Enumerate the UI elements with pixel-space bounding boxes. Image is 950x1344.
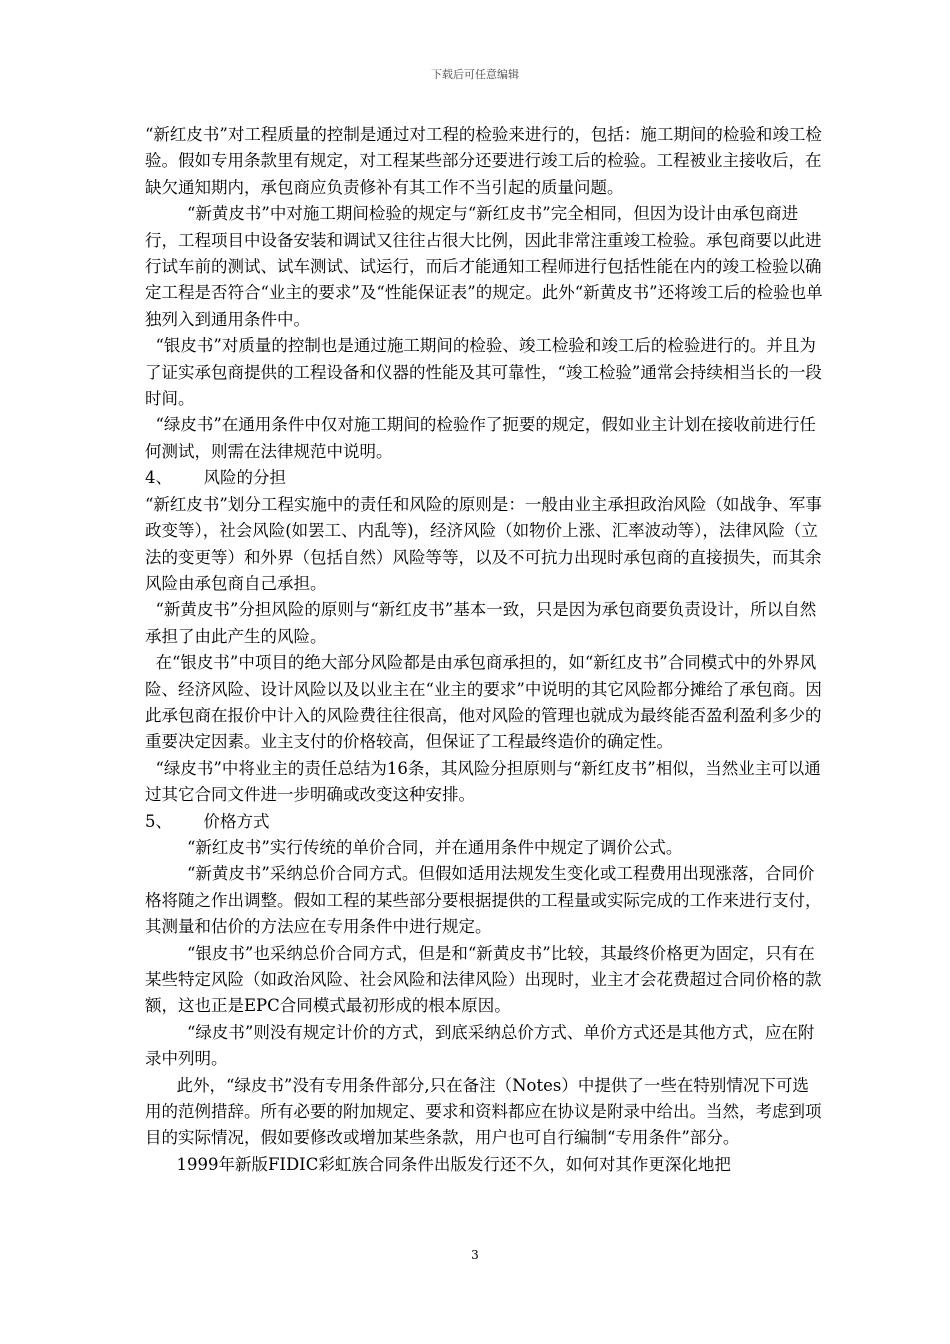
page-header: 下载后可任意编辑 bbox=[431, 68, 519, 81]
document-body bbox=[145, 122, 823, 1178]
paragraph: 1999年新版FIDIC彩虹族合同条件出版发行还不久，如何对其作更深化地把 bbox=[145, 1154, 731, 1174]
paragraph: “新黄皮书”采纳总价合同方式。但假如适用法规发生变化或工程费用出现涨落，合同价格将随之作出调整。假如工程的某些部分要根据提供的工程量或实际完成的工作来进行支付，其测量和估价的方法应在专用条件中进行规定。 bbox=[145, 864, 822, 937]
paragraph: “新红皮书”划分工程实施中的责任和风险的原则是：一般由业主承担政治风险（如战争、军事政变等），社会风险(如罢工、内乱等)，经济风险（如物价上涨、汇率波动等），法律风险（立法的变更等）和外界（包括自然）风险等等，以及不可抗力出现时承包商的直接损失，而其余风险由承包商自己承担。 bbox=[145, 494, 822, 593]
section-heading: 5、 价格方式 bbox=[145, 811, 270, 831]
page-number: 3 bbox=[471, 1248, 479, 1262]
paragraph: “新红皮书”对工程质量的控制是通过对工程的检验来进行的，包括：施工期间的检验和竣工检验。假如专用条款里有规定，对工程某些部分还要进行竣工后的检验。工程被业主接收后，在缺欠通知期内，承包商应负责修补有其工作不当引起的质量问题。 bbox=[145, 125, 822, 197]
paragraph: “新黄皮书”中对施工期间检验的规定与“新红皮书”完全相同，但因为设计由承包商进行，工程项目中设备安装和调试又往往占很大比例，因此非常注重竣工检验。承包商要以此进行试车前的测试、试车测试、试运行，而后才能通知工程师进行包括性能在内的竣工检验以确定工程是否符合“业主的要求”及“性能保证表”的规定。此外“新黄皮书”还将竣工后的检验也单独列入到通用条件中。 bbox=[145, 204, 823, 329]
paragraph: “银皮书”对质量的控制也是通过施工期间的检验、竣工检验和竣工后的检验进行的。并且为了证实承包商提供的工程设备和仪器的性能及其可靠性，“竣工检验”通常会持续相当长的一段时间。 bbox=[145, 336, 822, 409]
paragraph: “银皮书”也采纳总价合同方式，但是和“新黄皮书”比较，其最终价格更为固定，只有在某些特定风险（如政治风险、社会风险和法律风险）出现时，业主才会花费超过合同价格的款额，这也正是EPC合同模式最初形成的根本原因。 bbox=[145, 943, 822, 1016]
paragraph: 在“银皮书”中项目的绝大部分风险都是由承包商承担的，如“新红皮书”合同模式中的外界风险、经济风险、设计风险以及以业主在“业主的要求”中说明的其它风险都分摊给了承包商。因此承包商在报价中计入的风险费往往很高，他对风险的管理也就成为最终能否盈利盈利多少的重要决定因素。业主支付的价格较高，但保证了工程最终造价的确定性。 bbox=[145, 653, 822, 752]
paragraph: “新红皮书”实行传统的单价合同，并在通用条件中规定了调价公式。 bbox=[145, 837, 683, 857]
paragraph: 此外，“绿皮书”没有专用条件部分,只在备注（Notes）中提供了一些在特别情况下可选用的范例措辞。所有必要的附加规定、要求和资料都应在协议是附录中给出。当然，考虑到项目的实际情况，假如要修改或增加某些条款，用户也可自行编制“专用条件”部分。 bbox=[145, 1075, 822, 1148]
section-heading: 4、 风险的分担 bbox=[145, 468, 286, 488]
paragraph: “绿皮书”在通用条件中仅对施工期间的检验作了扼要的规定，假如业主计划在接收前进行任何测试，则需在法律规范中说明。 bbox=[145, 415, 816, 461]
paragraph: “新黄皮书”分担风险的原则与“新红皮书”基本一致，只是因为承包商要负责设计，所以自然承担了由此产生的风险。 bbox=[145, 600, 817, 646]
paragraph: “绿皮书”中将业主的责任总结为16条，其风险分担原则与“新红皮书”相似，当然业主可以通过其它合同文件进一步明确或改变这种安排。 bbox=[145, 758, 821, 805]
paragraph: “绿皮书”则没有规定计价的方式，到底采纳总价方式、单价方式还是其他方式，应在附录中列明。 bbox=[145, 1022, 815, 1069]
